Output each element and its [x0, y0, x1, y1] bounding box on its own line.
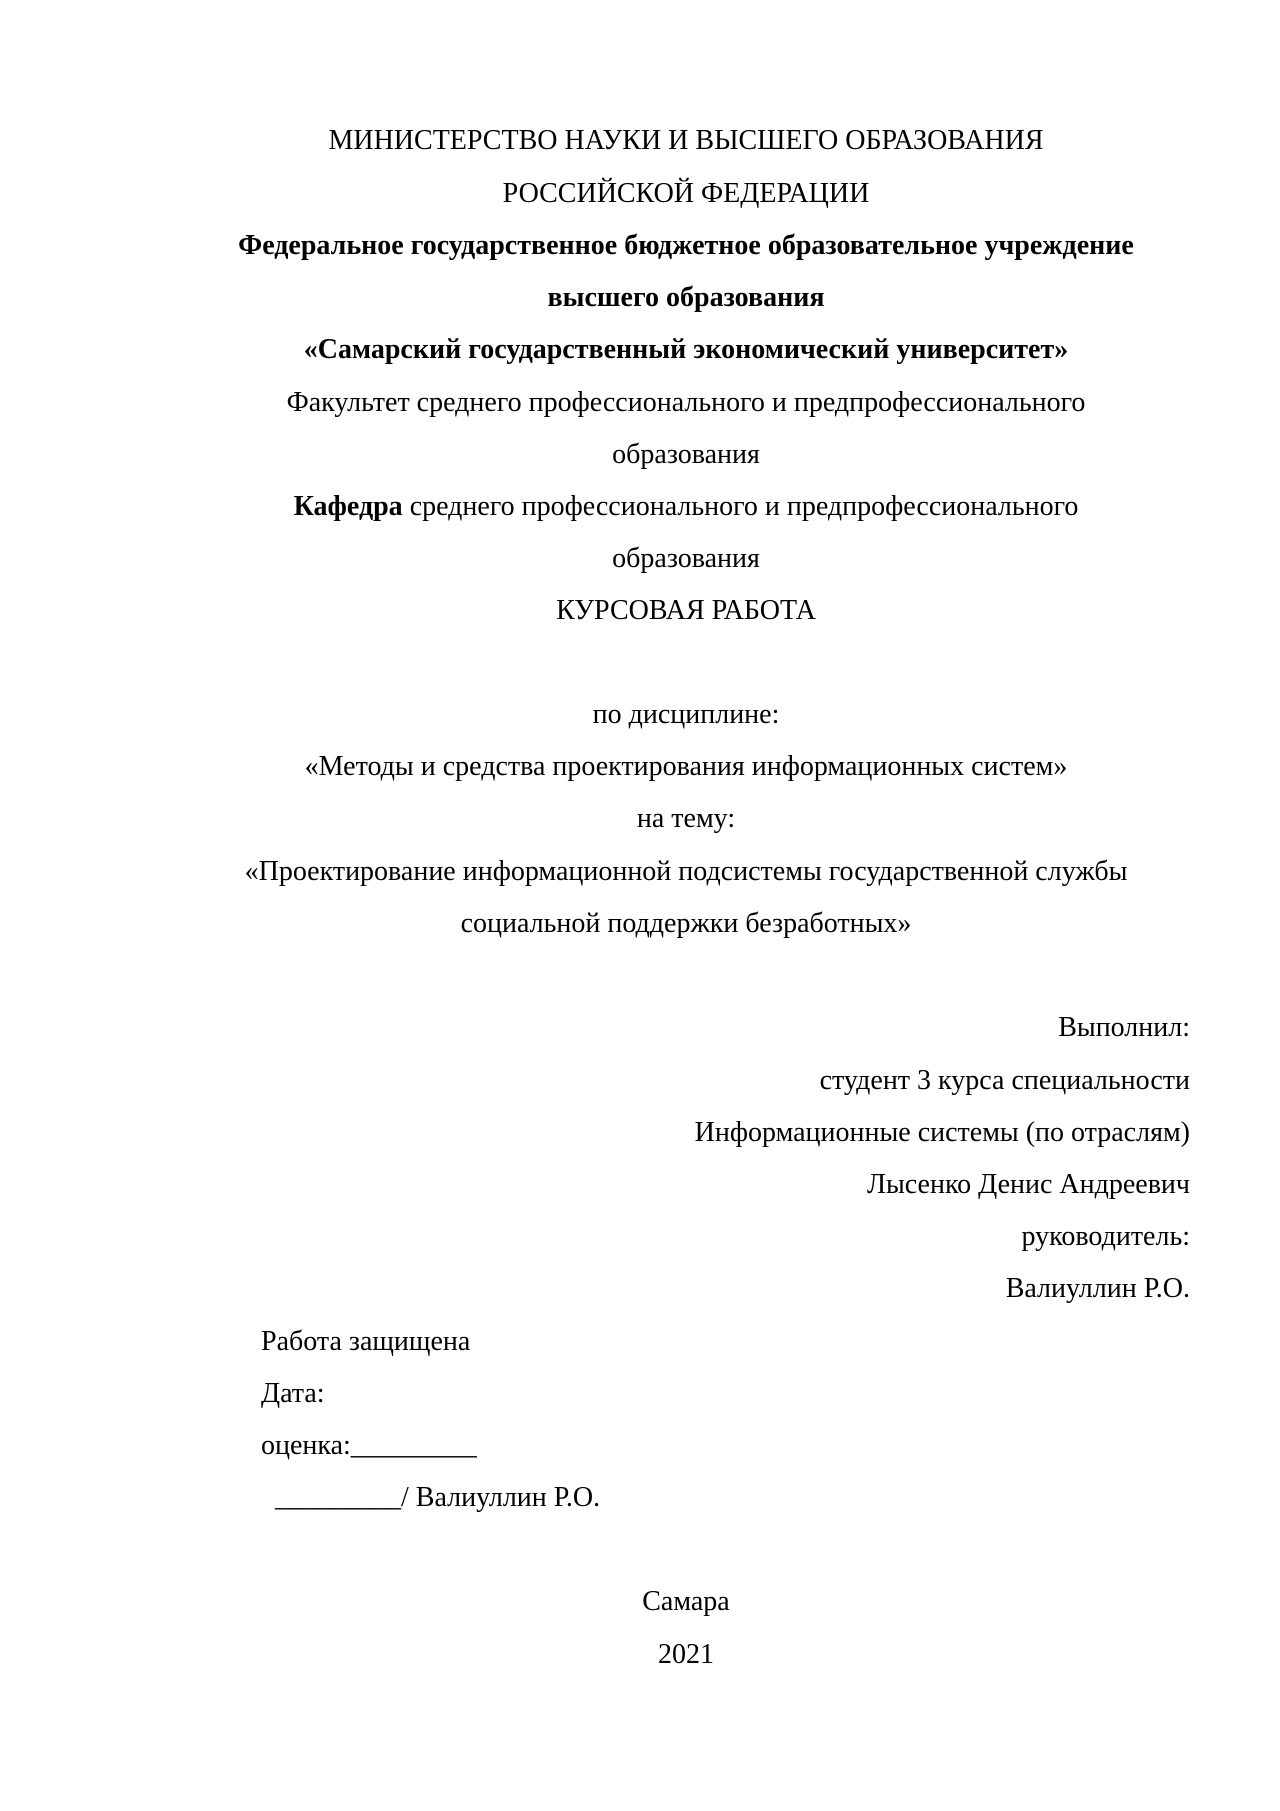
department-line-1	[0, 490, 1280, 524]
ministry-line-1: МИНИСТЕРСТВО НАУКИ И ВЫСШЕГО ОБРАЗОВАНИЯ	[328, 125, 1044, 156]
supervisor-label: руководитель:	[1021, 1221, 1190, 1252]
discipline-label: по дисциплине:	[592, 699, 780, 730]
ministry-line-2: РОССИЙСКОЙ ФЕДЕРАЦИИ	[502, 178, 870, 209]
discipline-name: «Методы и средства проектирования информационных систем»	[304, 751, 1068, 782]
university-name: «Самарский государственный экономический университет»	[303, 334, 1069, 365]
city: Самара	[642, 1586, 730, 1617]
signature-line: _________/ Валиуллин Р.О.	[275, 1482, 601, 1513]
date-label: Дата:	[261, 1378, 325, 1409]
supervisor-name: Валиуллин Р.О.	[1005, 1273, 1190, 1304]
topic-line-2: социальной поддержки безработных»	[460, 908, 912, 939]
year: 2021	[658, 1639, 714, 1670]
specialty: Информационные системы (по отраслям)	[694, 1117, 1190, 1148]
topic-line-1: «Проектирование информационной подсистемы государственной службы	[244, 856, 1128, 887]
student-name: Лысенко Денис Андреевич	[866, 1169, 1190, 1200]
department-text: среднего профессионального и предпрофессионального	[402, 491, 1079, 522]
faculty-line-1: Факультет среднего профессионального и предпрофессионального	[286, 387, 1086, 418]
defended-text: Работа защищена	[261, 1326, 471, 1357]
student-line: студент 3 курса специальности	[819, 1065, 1190, 1096]
work-type: КУРСОВАЯ РАБОТА	[556, 595, 816, 626]
faculty-line-2: образования	[612, 439, 760, 470]
performed-label: Выполнил:	[1058, 1012, 1190, 1043]
department-line-2: образования	[612, 543, 760, 574]
institution-line-2: высшего образования	[547, 282, 825, 313]
grade-line: оценка:_________	[261, 1430, 477, 1461]
department-label: Кафедра	[293, 491, 403, 522]
topic-label: на тему:	[636, 803, 736, 834]
institution-line-1: Федеральное государственное бюджетное образовательное учреждение	[238, 230, 1134, 261]
